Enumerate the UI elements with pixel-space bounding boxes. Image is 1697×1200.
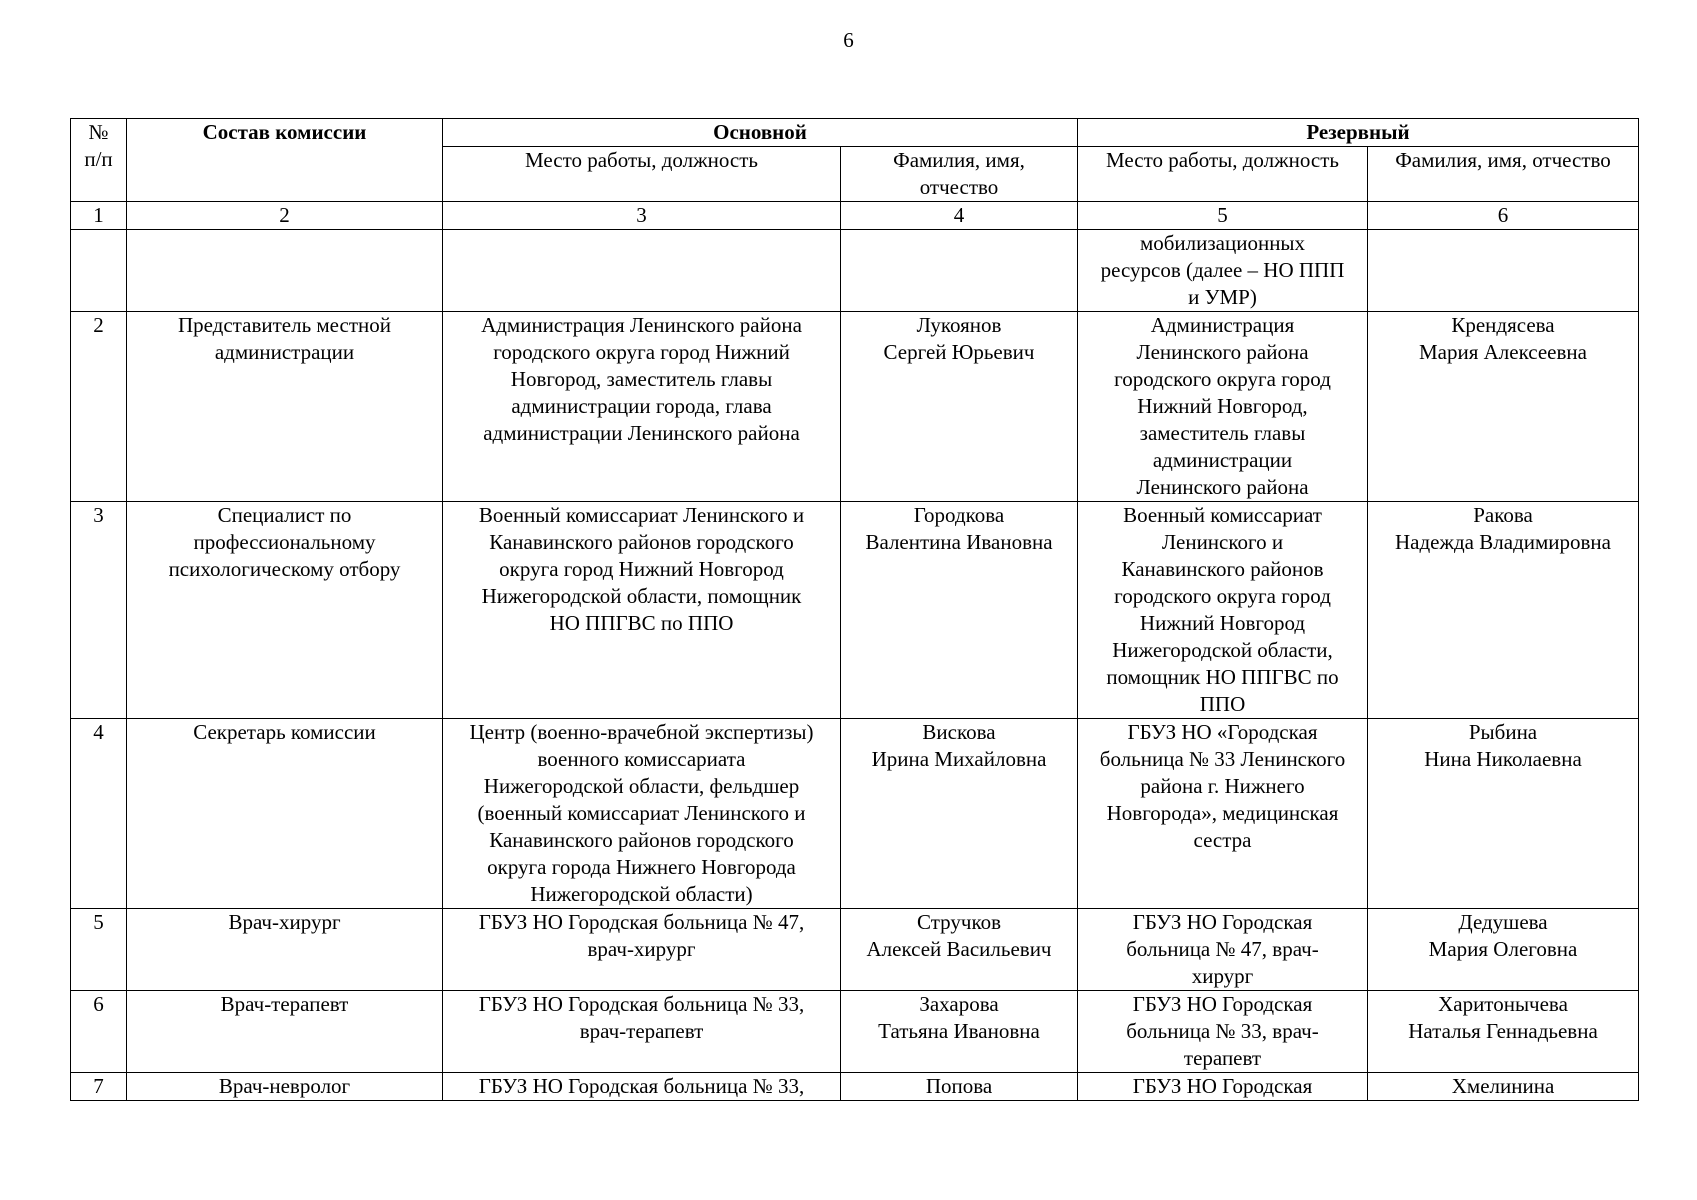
- cell-line: Администрация Ленинского района: [481, 313, 802, 337]
- cell-line: администрации города, глава: [511, 394, 772, 418]
- commission-table: [70, 118, 1639, 1101]
- column-number: 4: [841, 202, 1078, 230]
- cell-line: Рыбина: [1468, 720, 1538, 744]
- reserve-name-cell: [1368, 909, 1639, 991]
- cell-line: профессиональному: [193, 530, 376, 554]
- header-reserve-workplace: Место работы, должность: [1078, 147, 1368, 202]
- main-name-cell: [841, 1073, 1078, 1101]
- cell-line: Стручков: [917, 910, 1001, 934]
- header-main: Основной: [443, 119, 1078, 147]
- main-name-cell: [841, 502, 1078, 719]
- cell-line: терапевт: [1183, 1046, 1262, 1070]
- cell-line: Надежда Владимировна: [1395, 530, 1611, 554]
- role-cell: [127, 502, 443, 719]
- cell-line: Канавинского районов городского: [489, 530, 794, 554]
- reserve-workplace-cell: [1078, 230, 1368, 312]
- cell-line: Нижегородской области,: [1112, 638, 1333, 662]
- main-name-cell: [841, 991, 1078, 1073]
- reserve-workplace-cell: [1078, 719, 1368, 909]
- cell-line: Попова: [925, 1074, 993, 1098]
- main-workplace-cell: [443, 991, 841, 1073]
- row-number: [71, 1073, 127, 1101]
- cell-line: Нижегородской области, помощник: [481, 584, 802, 608]
- row-number: [71, 909, 127, 991]
- column-number: 5: [1078, 202, 1368, 230]
- cell-line: Администрация: [1150, 313, 1295, 337]
- cell-line: врач-терапевт: [579, 1019, 704, 1043]
- cell-line: Мария Алексеевна: [1419, 340, 1587, 364]
- cell-line: Канавинского районов городского: [489, 828, 794, 852]
- role-cell: [127, 719, 443, 909]
- row-number: [71, 230, 127, 312]
- main-name-cell: [841, 909, 1078, 991]
- cell-line: ресурсов (далее – НО ППП: [1100, 258, 1345, 282]
- cell-line: ГБУЗ НО Городская: [1132, 992, 1313, 1016]
- cell-line: Дедушева: [1458, 910, 1548, 934]
- page-number: 6: [843, 28, 854, 52]
- cell-line: Ленинского района: [1136, 340, 1309, 364]
- table-row: [71, 1073, 1639, 1101]
- cell-line: Вискова: [922, 720, 996, 744]
- table-row: [71, 230, 1639, 312]
- main-workplace-cell: [443, 719, 841, 909]
- main-name-cell: [841, 312, 1078, 502]
- reserve-workplace-cell: [1078, 991, 1368, 1073]
- reserve-workplace-cell: [1078, 502, 1368, 719]
- reserve-name-cell: [1368, 991, 1639, 1073]
- row-number: [71, 719, 127, 909]
- cell-line: Городкова: [913, 503, 1005, 527]
- cell-line: 3: [93, 503, 104, 527]
- cell-line: ГБУЗ НО Городская больница № 33,: [478, 1074, 805, 1098]
- cell-line: Ирина Михайловна: [871, 747, 1047, 771]
- reserve-name-cell: [1368, 1073, 1639, 1101]
- cell-line: (военный комиссариат Ленинского и: [477, 801, 806, 825]
- role-cell: [127, 230, 443, 312]
- header-main-name: Фамилия, имя, отчество: [841, 147, 1078, 202]
- cell-line: Ленинского района: [1136, 475, 1309, 499]
- cell-line: Нина Николаевна: [1424, 747, 1582, 771]
- header-main-workplace: Место работы, должность: [443, 147, 841, 202]
- cell-line: Наталья Геннадьевна: [1408, 1019, 1598, 1043]
- role-cell: [127, 312, 443, 502]
- table-row: [71, 719, 1639, 909]
- cell-line: округа город Нижний Новгород: [499, 557, 784, 581]
- main-workplace-cell: [443, 312, 841, 502]
- reserve-name-cell: [1368, 230, 1639, 312]
- cell-line: психологическому отбору: [168, 557, 401, 581]
- cell-line: 7: [93, 1074, 104, 1098]
- cell-line: Специалист по: [217, 503, 352, 527]
- table-row: [71, 909, 1639, 991]
- reserve-name-cell: [1368, 502, 1639, 719]
- column-number: 2: [127, 202, 443, 230]
- cell-line: Хмелинина: [1451, 1074, 1555, 1098]
- cell-line: ГБУЗ НО «Городская: [1127, 720, 1318, 744]
- cell-line: сестра: [1193, 828, 1252, 852]
- cell-line: Нижний Новгород: [1139, 611, 1306, 635]
- cell-line: ГБУЗ НО Городская: [1132, 1074, 1313, 1098]
- cell-line: администрации: [1152, 448, 1293, 472]
- reserve-name-cell: [1368, 312, 1639, 502]
- column-number-row: [71, 202, 1639, 230]
- cell-line: Валентина Ивановна: [865, 530, 1053, 554]
- cell-line: Ленинского и: [1161, 530, 1284, 554]
- cell-line: Врач-невролог: [218, 1074, 351, 1098]
- cell-line: Крендясева: [1451, 313, 1555, 337]
- cell-line: больница № 33 Ленинского: [1099, 747, 1346, 771]
- header-reserve-name: Фамилия, имя, отчество: [1368, 147, 1639, 202]
- cell-line: Нижегородской области, фельдшер: [483, 774, 800, 798]
- table-row: [71, 991, 1639, 1073]
- main-workplace-cell: [443, 909, 841, 991]
- role-cell: [127, 1073, 443, 1101]
- cell-line: округа города Нижнего Новгорода: [487, 855, 796, 879]
- cell-line: Врач-терапевт: [220, 992, 349, 1016]
- cell-line: Военный комиссариат Ленинского и: [478, 503, 805, 527]
- cell-line: и УМР): [1188, 285, 1257, 309]
- table-row: [71, 502, 1639, 719]
- reserve-workplace-cell: [1078, 1073, 1368, 1101]
- cell-line: Представитель местной: [177, 313, 392, 337]
- cell-line: Нижний Новгород,: [1137, 394, 1308, 418]
- row-number: [71, 502, 127, 719]
- column-number: 1: [71, 202, 127, 230]
- cell-line: 2: [93, 313, 104, 337]
- cell-line: Врач-хирург: [228, 910, 341, 934]
- cell-line: Лукоянов: [916, 313, 1002, 337]
- cell-line: Нижегородской области): [530, 882, 753, 906]
- cell-line: заместитель главы: [1139, 421, 1306, 445]
- cell-line: больница № 33, врач-: [1126, 1019, 1319, 1043]
- cell-line: района г. Нижнего: [1140, 774, 1305, 798]
- cell-line: администрации: [214, 340, 355, 364]
- row-number: [71, 991, 127, 1073]
- cell-line: хирург: [1191, 964, 1254, 988]
- cell-line: врач-хирург: [587, 937, 696, 961]
- cell-line: Новгорода», медицинская: [1106, 801, 1339, 825]
- cell-line: ГБУЗ НО Городская больница № 33,: [478, 992, 805, 1016]
- header-composition: Состав комиссии: [127, 119, 443, 202]
- cell-line: военного комиссариата: [537, 747, 746, 771]
- cell-line: городского округа город: [1114, 584, 1331, 608]
- cell-line: Военный комиссариат: [1123, 503, 1322, 527]
- cell-line: Татьяна Ивановна: [878, 1019, 1040, 1043]
- cell-line: 4: [93, 720, 104, 744]
- column-number: 6: [1368, 202, 1639, 230]
- header-row-1: [71, 119, 1639, 147]
- main-name-cell: [841, 230, 1078, 312]
- cell-line: НО ППГВС по ППО: [549, 611, 734, 635]
- cell-line: Центр (военно-врачебной экспертизы): [469, 720, 814, 744]
- role-cell: [127, 991, 443, 1073]
- reserve-name-cell: [1368, 719, 1639, 909]
- cell-line: Новгород, заместитель главы: [510, 367, 773, 391]
- header-reserve: Резервный: [1078, 119, 1639, 147]
- cell-line: ГБУЗ НО Городская: [1132, 910, 1313, 934]
- cell-line: Ракова: [1473, 503, 1533, 527]
- cell-line: Харитонычева: [1438, 992, 1568, 1016]
- header-num: № п/п: [71, 119, 127, 202]
- column-number: 3: [443, 202, 841, 230]
- cell-line: администрации Ленинского района: [483, 421, 800, 445]
- cell-line: мобилизационных: [1139, 231, 1306, 255]
- reserve-workplace-cell: [1078, 312, 1368, 502]
- cell-line: Алексей Васильевич: [866, 937, 1052, 961]
- cell-line: больница № 47, врач-: [1126, 937, 1319, 961]
- cell-line: Мария Олеговна: [1428, 937, 1578, 961]
- main-name-cell: [841, 719, 1078, 909]
- role-cell: [127, 909, 443, 991]
- table-row: [71, 312, 1639, 502]
- cell-line: городского округа город: [1114, 367, 1331, 391]
- cell-line: ГБУЗ НО Городская больница № 47,: [478, 910, 805, 934]
- cell-line: Захарова: [919, 992, 999, 1016]
- main-workplace-cell: [443, 502, 841, 719]
- cell-line: 6: [93, 992, 104, 1016]
- row-number: [71, 312, 127, 502]
- main-workplace-cell: [443, 1073, 841, 1101]
- cell-line: помощник НО ППГВС по: [1106, 665, 1339, 689]
- cell-line: городского округа город Нижний: [493, 340, 790, 364]
- cell-line: Канавинского районов: [1121, 557, 1324, 581]
- cell-line: Сергей Юрьевич: [883, 340, 1035, 364]
- main-workplace-cell: [443, 230, 841, 312]
- cell-line: 5: [93, 910, 104, 934]
- cell-line: ППО: [1199, 692, 1246, 716]
- reserve-workplace-cell: [1078, 909, 1368, 991]
- cell-line: Секретарь комиссии: [193, 720, 376, 744]
